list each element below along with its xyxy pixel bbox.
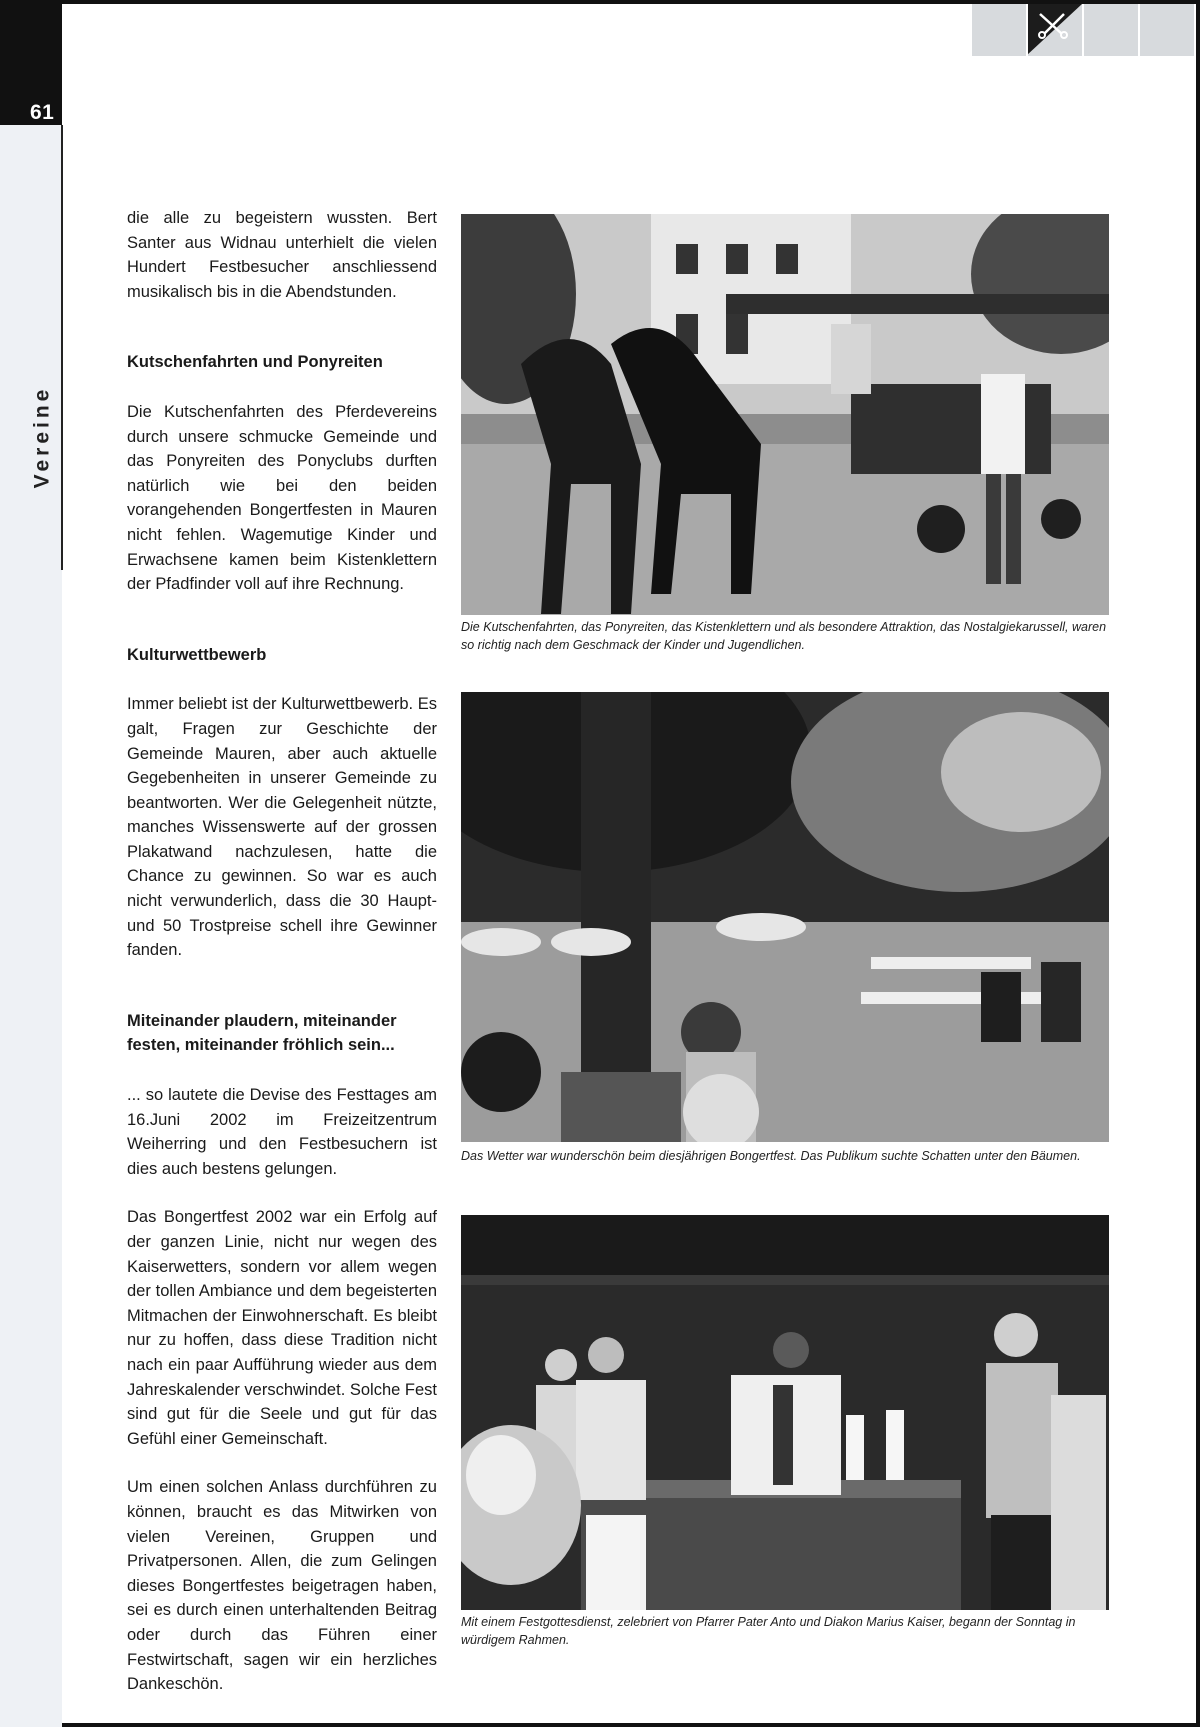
header-tabs <box>970 4 1194 56</box>
heading-kulturwettbewerb: Kulturwettbewerb <box>127 645 267 664</box>
heading-kutschenfahrten: Kutschenfahrten und Ponyreiten <box>127 353 383 372</box>
caption-carriage: Die Kutschenfahrten, das Ponyreiten, das Kistenklettern und als besondere Attraktion, das Nostalgiekarussell, waren so richtig nach dem Geschmack der Kinder und Jugendlichen. <box>461 620 1107 652</box>
header-tab-4 <box>1138 4 1194 56</box>
article-text-column <box>127 206 437 1697</box>
paragraph-dank: Um einen solchen Anlass durchführen zu können, braucht es das Mitwirken von vielen Vereinen, Gruppen und Privatpersonen. Allen, die zum Gelingen dieses Bongertfestes beigetragen haben, sei es durch einen unterhaltenden Beitrag oder durch das Führen einer Festwirtschaft, sagen wir ein herzliches Dankeschön. <box>127 1478 437 1694</box>
photo-crowd-under-trees <box>461 692 1109 1142</box>
caption-crowd: Das Wetter war wunderschön beim diesjährigen Bongertfest. Das Publikum suchte Schatten unter den Bäumen. <box>461 1149 1081 1163</box>
photo-carriage <box>461 214 1109 615</box>
photo-mass <box>461 1215 1109 1610</box>
crossed-tools-icon <box>1036 10 1070 40</box>
paragraph-devise: ... so lautete die Devise des Festtages am 16.Juni 2002 im Freizeitzentrum Weiherring und den Festbesuchern ist dies auch bestens gelungen. <box>127 1086 437 1178</box>
heading-miteinander: Miteinander plaudern, miteinander festen, miteinander fröhlich sein... <box>127 1011 397 1055</box>
caption-mass: Mit einem Festgottesdienst, zelebriert von Pfarrer Pater Anto und Diakon Marius Kaiser, begann der Sonntag in würdigem Rahmen. <box>461 1615 1076 1647</box>
header-tab-3 <box>1082 4 1138 56</box>
header-tab-1 <box>970 4 1026 56</box>
paragraph-erfolg: Das Bongertfest 2002 war ein Erfolg auf der ganzen Linie, nicht nur wegen des Kaiserwetters, sondern vor allem wegen der tollen Ambiance und dem begeisterten Mitmachen der Einwohnerschaft. Es bleibt nur zu hoffen, dass diese Tradition nicht nach ein paar Aufführung wieder aus dem Jahreskalender verschwindet. Solche Fest sind gut für die Seele und gut für das Gefühl einer Gemeinschaft. <box>127 1208 437 1448</box>
spine-rule <box>61 125 63 570</box>
section-label: Vereine <box>30 385 54 489</box>
page-border-bottom <box>0 1723 1200 1727</box>
spine-margin <box>0 125 62 1727</box>
paragraph-kutschenfahrten: Die Kutschenfahrten des Pferdevereins durch unsere schmucke Gemeinde und das Ponyreiten des Ponyclubs durften natürlich wie bei den beiden vorangehenden Bongertfesten in Mauren nicht fehlen. Wagemutige Kinder und Erwachsene kamen beim Kistenklettern der Pfadfinder voll auf ihre Rechnung. <box>127 402 437 594</box>
header-tab-active <box>1026 4 1082 56</box>
section-tab <box>28 372 56 502</box>
paragraph-kulturwettbewerb: Immer beliebt ist der Kulturwettbewerb. Es galt, Fragen zur Geschichte der Gemeinde Mauren, aber auch aktuelle Gegebenheiten in unserer Gemeinde zu beantworten. Wer die Gelegenheit nützte, manches Wissenswerte auf der grossen Plakatwand nachzulesen, hatte die Chance zu gewinnen. So war es auch nicht verwunderlich, dass die 30 Haupt- und 50 Trostpreise schell ihre Gewinner fanden. <box>127 695 437 960</box>
intro-paragraph: die alle zu begeistern wussten. Bert Santer aus Widnau unterhielt die vielen Hundert Festbesucher anschliessend musikalisch bis in die Abendstunden. <box>127 209 437 301</box>
page-number: 61 <box>30 101 55 124</box>
page-border-right <box>1196 0 1200 1727</box>
